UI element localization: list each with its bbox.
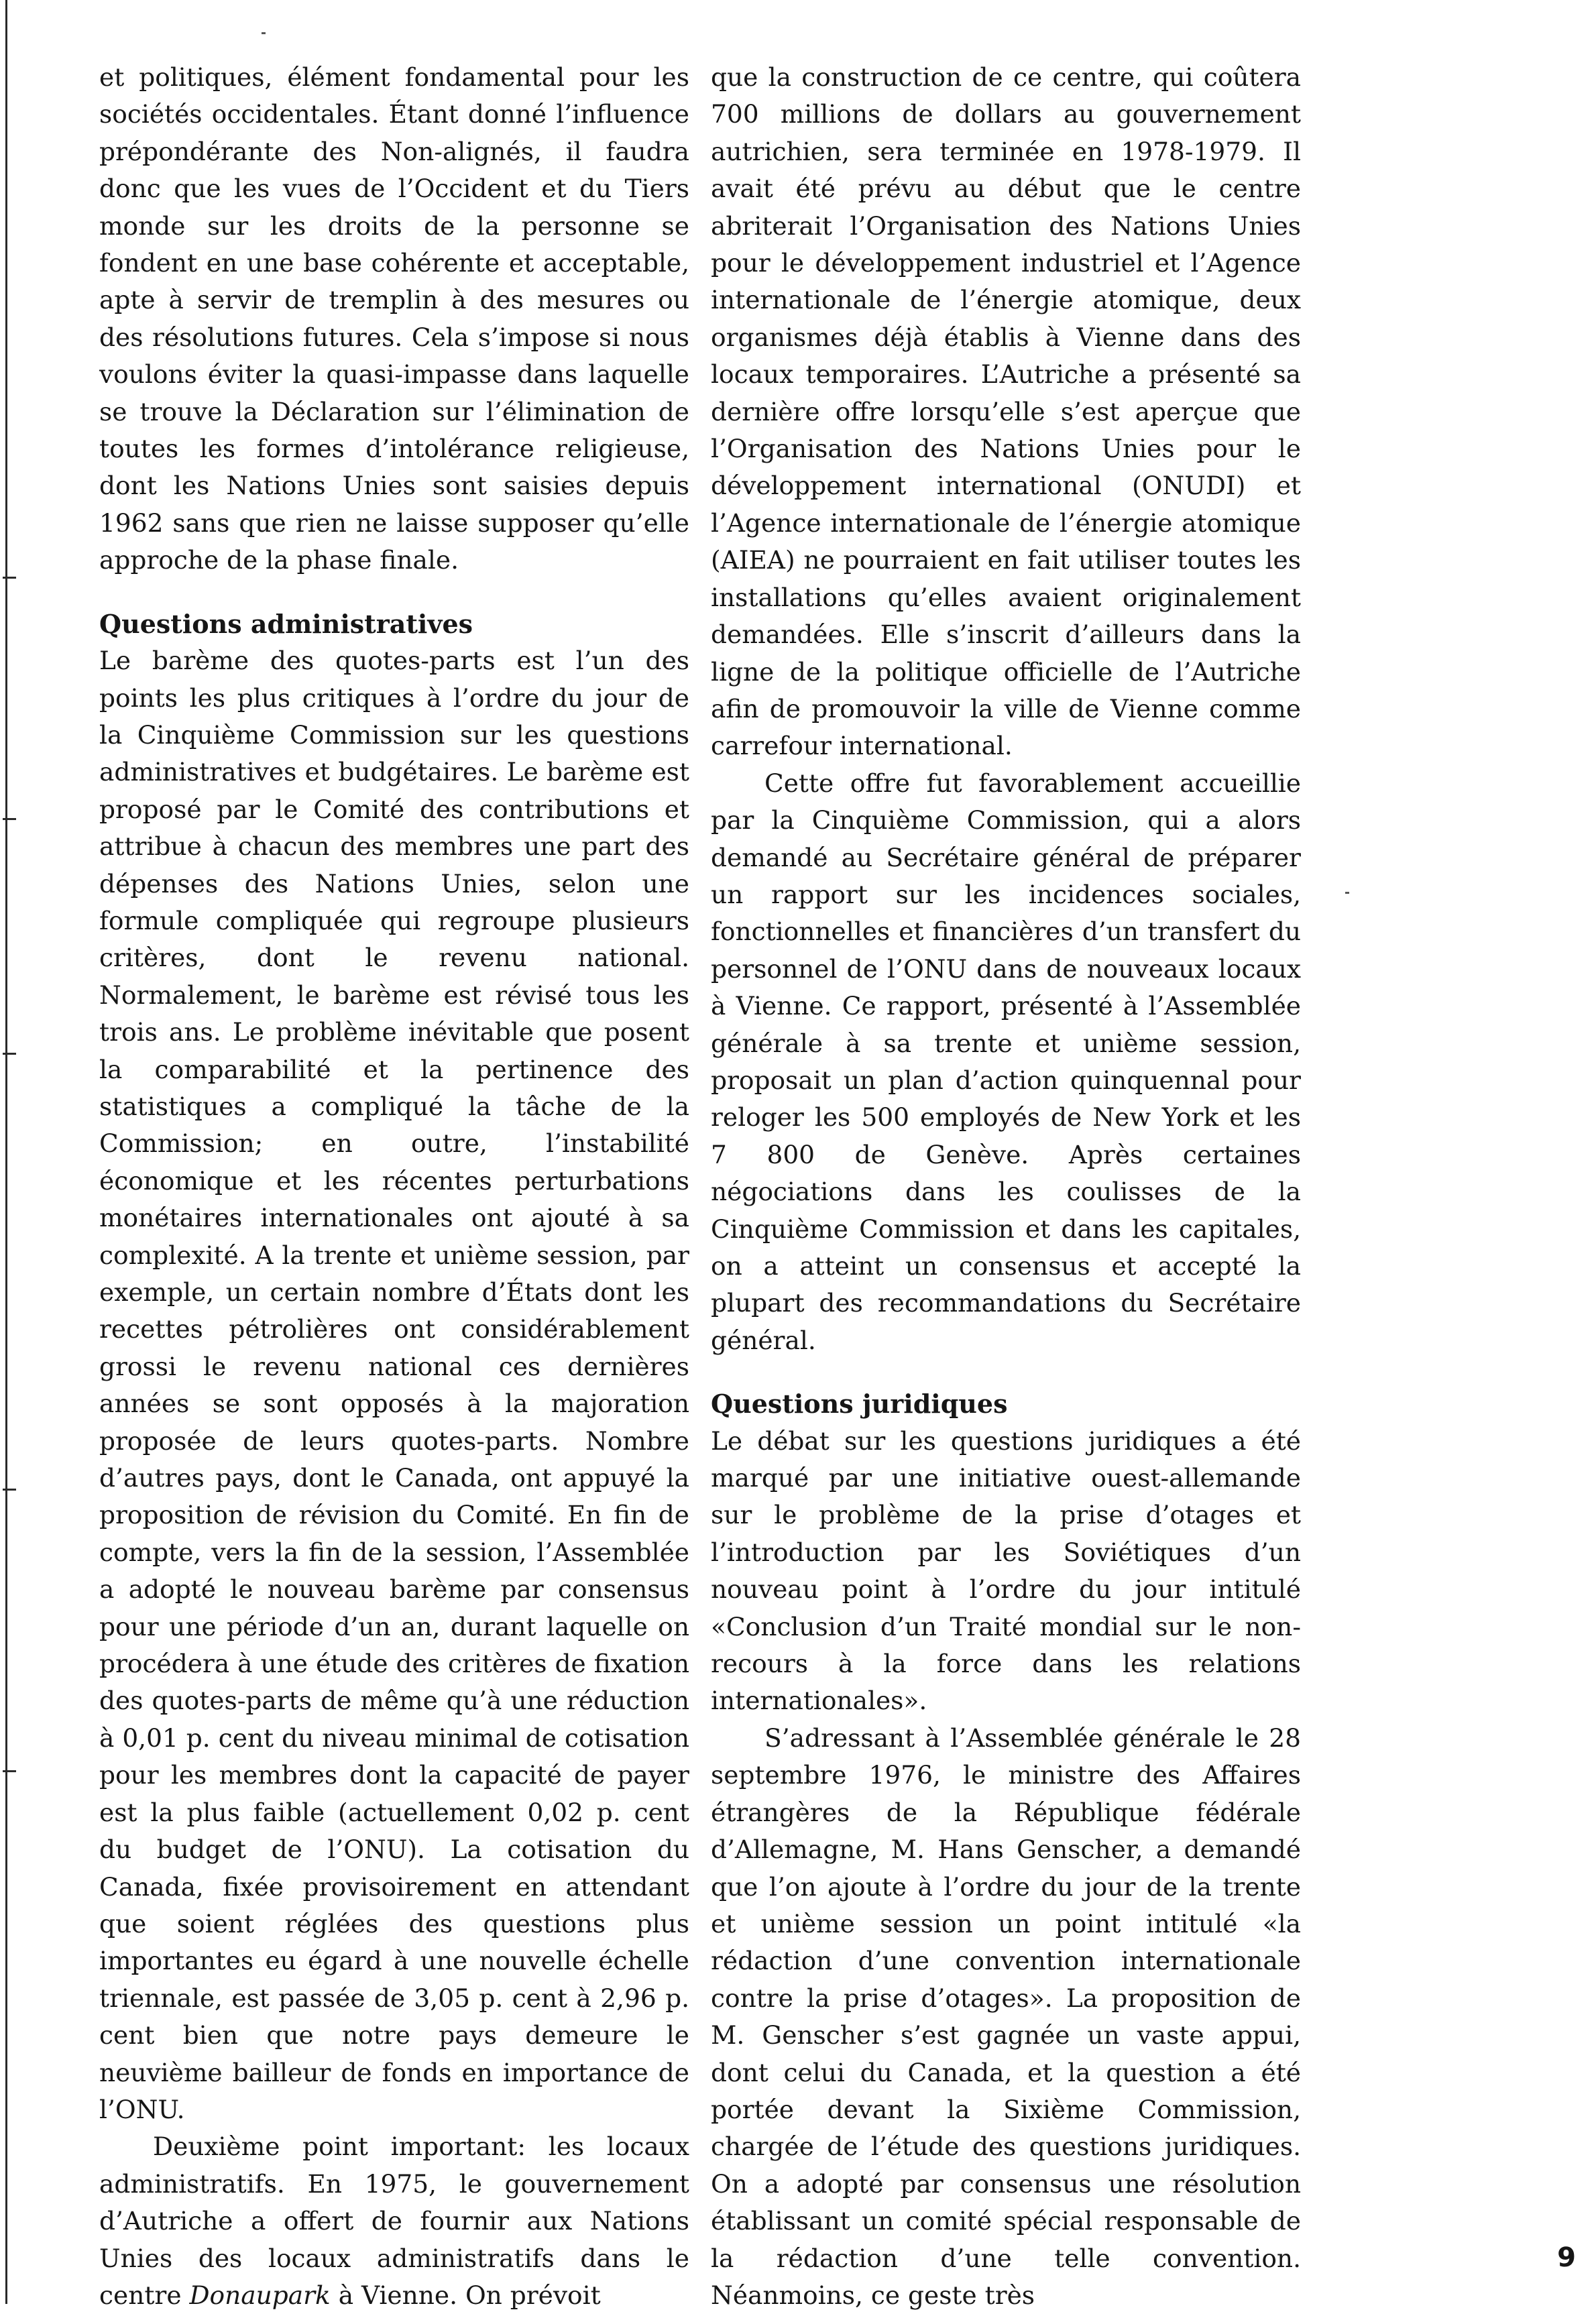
binding-edge-mark (3, 577, 16, 579)
paragraph-text: à Vienne. On prévoit (330, 2280, 601, 2310)
binding-edge-mark (3, 1489, 16, 1491)
scan-speck (1345, 892, 1349, 894)
paragraph-text: Deuxième point important: les locaux administratifs. En 1975, le gouvernement d’Autriche a offert de fournir aux Nations Unies des locaux administratifs dans le centre (99, 2132, 689, 2310)
section-heading-administrative: Questions administratives (99, 608, 473, 639)
left-column (99, 59, 689, 2314)
paragraph: Le barème des quotes-parts est l’un des points les plus critiques à l’ordre du jour de la Cinquième Commission sur les questions administratives et budgétaires. Le barème est proposé par le Comité des contributions et attribue à chacun des membres une part des dépenses des Nations Unies, selon une formule compliquée qui regroupe plusieurs critères, dont le revenu national. Normalement, le barème est révisé tous les trois ans. Le problème inévitable que posent la comparabilité et la pertinence des statistiques a compliqué la tâche de la Commission; en outre, l’instabilité économique et les récentes perturbations monétaires internationales ont ajouté à sa complexité. A la trente et unième session, par exemple, un certain nombre d’États dont les recettes pétrolières ont considérablement grossi le revenu national ces dernières années se sont opposés à la majoration proposée de leurs quotes-parts. Nombre d’autres pays, dont le Canada, ont appuyé la proposition de révision du Comité. En fin de compte, vers la fin de la session, l’Assemblée a adopté le nouveau barème par consensus pour une période d’un an, durant laquelle on procédera à une étude des critères de fixation des quotes-parts de même qu’à une réduction à 0,01 p. cent du niveau minimal de cotisation pour les membres dont la capacité de payer est la plus faible (actuellement 0,02 p. cent du budget de l’ONU). La cotisation du Canada, fixée provisoirement en attendant que soient réglées des questions plus importantes eu égard à une nouvelle échelle triennale, est passée de 3,05 p. cent à 2,96 p. cent bien que notre pays demeure le neuvième bailleur de fonds en importance de l’ONU. (99, 646, 689, 2124)
scan-speck (262, 32, 266, 34)
paragraph: Cette offre fut favorablement accueillie par la Cinquième Commission, qui a alors demandé au Secrétaire général de préparer un rapport sur les incidences sociales, fonctionnelles et financières d’un transfert du personnel de l’ONU dans de nouveaux locaux à Vienne. Ce rapport, présenté à l’Assemblée générale à sa trente et unième session, proposait un plan d’action quinquennal pour reloger les 500 employés de New York et les 7 800 de Genève. Après certaines négociations dans les coulisses de la Cinquième Commission et dans les capitales, on a atteint un consensus et accepté la plupart des recommandations du Secrétaire général. (711, 768, 1301, 1355)
binding-edge-line (5, 0, 7, 2304)
right-column (711, 59, 1301, 2314)
binding-edge-mark (3, 1770, 16, 1772)
paragraph: S’adressant à l’Assemblée générale le 28 septembre 1976, le ministre des Affaires étrangères de la République fédérale d’Allemagne, M. Hans Genscher, a demandé que l’on ajoute à l’ordre du jour de la trente et unième session un point intitulé «la rédaction d’une convention internationale contre la prise d’otages». La proposition de M. Genscher s’est gagnée un vaste appui, dont celui du Canada, et la question a été portée devant la Sixième Commission, chargée de l’étude des questions juridiques. On a adopté par consensus une résolution établissant un comité spécial responsable de la rédaction d’une telle convention. Néanmoins, ce geste très (711, 1723, 1301, 2310)
paragraph: Le débat sur les questions juridiques a été marqué par une initiative ouest-allemande sur le problème de la prise d’otages et l’introduction par les Soviétiques d’un nouveau point à l’ordre du jour intitulé «Conclusion d’un Traité mondial sur le non-recours à la force dans les relations internationales». (711, 1426, 1301, 1716)
paragraph: que la construction de ce centre, qui coûtera 700 millions de dollars au gouvernement autrichien, sera terminée en 1978-1979. Il avait été prévu au début que le centre abriterait l’Organisation des Nations Unies pour le développement industriel et l’Agence internationale de l’énergie atomique, deux organismes déjà établis à Vienne dans des locaux temporaires. L’Autriche a présenté sa dernière offre lorsqu’elle s’est aperçue que l’Organisation des Nations Unies pour le développement international (ONUDI) et l’Agence internationale de l’énergie atomique (AIEA) ne pourraient en fait utiliser toutes les installations qu’elles avaient originalement demandées. Elle s’inscrit d’ailleurs dans la ligne de la politique officielle de l’Autriche afin de promouvoir la ville de Vienne comme carrefour international. (711, 62, 1301, 761)
paragraph (99, 2128, 689, 2314)
paragraph: et politiques, élément fondamental pour les sociétés occidentales. Étant donné l’influence prépondérante des Non-alignés, il faudra donc que les vues de l’Occident et du Tiers monde sur les droits de la personne se fondent en une base cohérente et acceptable, apte à servir de tremplin à des mesures ou des résolutions futures. Cela s’impose si nous voulons éviter la quasi-impasse dans laquelle se trouve la Déclaration sur l’élimination de toutes les formes d’intolérance religieuse, dont les Nations Unies sont saisies depuis 1962 sans que rien ne laisse supposer qu’elle approche de la phase finale. (99, 62, 689, 575)
italic-place-name: Donaupark (189, 2280, 331, 2310)
page-number: 9 (1557, 2242, 1576, 2273)
binding-edge-mark (3, 818, 16, 820)
section-heading-legal: Questions juridiques (711, 1389, 1008, 1420)
binding-edge-mark (3, 1053, 16, 1055)
